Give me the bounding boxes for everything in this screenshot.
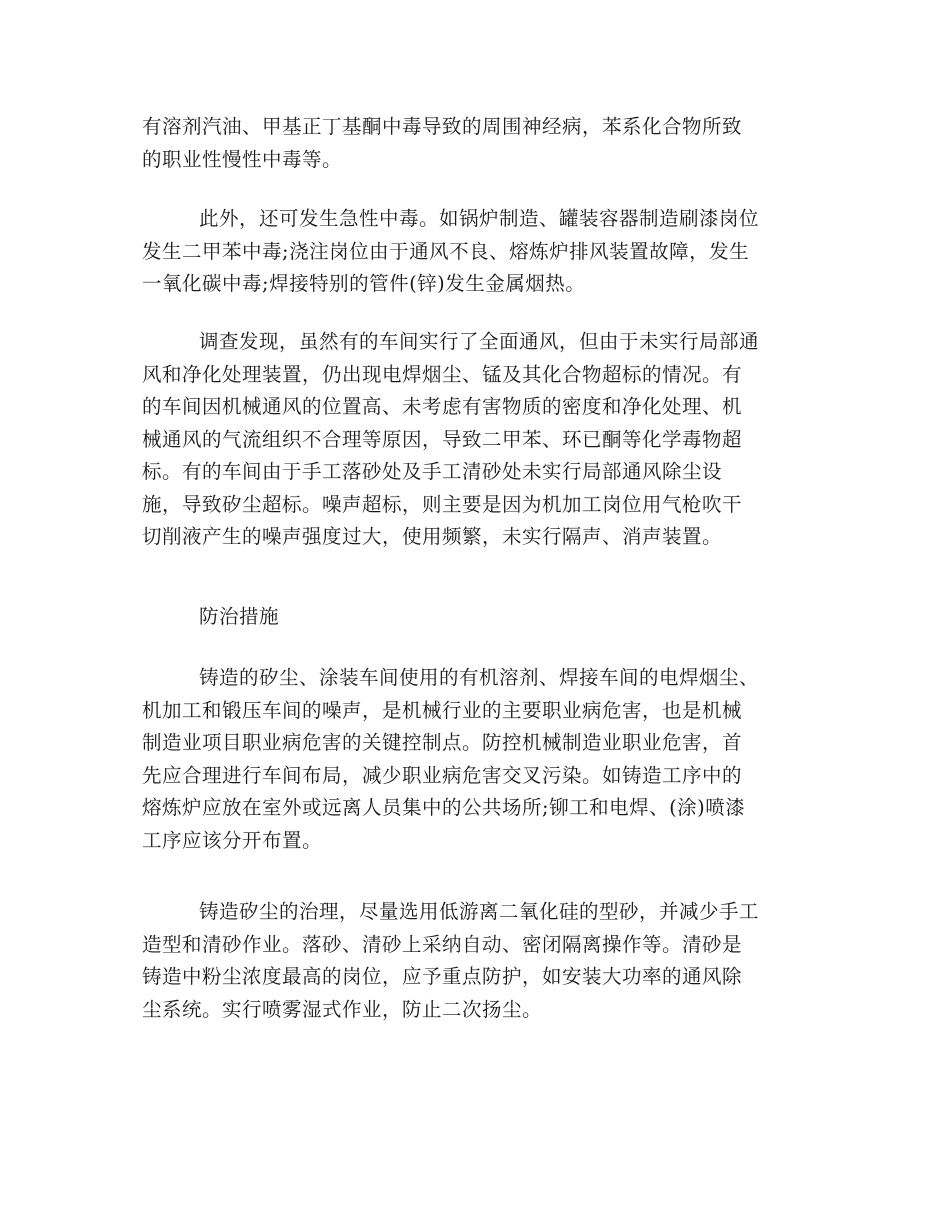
text-line: 先应合理进行车间布局，减少职业病危害交叉污染。如铸造工序中的 — [142, 763, 743, 787]
text-line: 铸造中粉尘浓度最高的岗位，应予重点防护，如安装大功率的通风除 — [142, 965, 743, 988]
text-line: 铸造的矽尘、涂装车间使用的有机溶剂、焊接车间的电焊烟尘、 — [199, 666, 760, 689]
text-line: 制造业项目职业病危害的关键控制点。防控机械制造业职业危害，首 — [142, 731, 743, 754]
text-line: 熔炼炉应放在室外或远离人员集中的公共场所;铆工和电焊、(涂)喷漆 — [142, 796, 746, 819]
paragraph-3 — [142, 326, 822, 554]
text-line: 风和净化处理装置，仍出现电焊烟尘、锰及其化合物超标的情况。有 — [142, 362, 743, 386]
section-heading — [142, 601, 822, 634]
text-line: 机加工和锻压车间的噪声，是机械行业的主要职业病危害，也是机械 — [142, 698, 743, 722]
text-line: 工序应该分开布置。 — [142, 828, 323, 852]
text-line: 标。有的车间由于手工落砂处及手工清砂处未实行局部通风除尘设 — [142, 460, 723, 483]
paragraph-4 — [142, 662, 822, 857]
text-line: 的车间因机械通风的位置高、未考虑有害物质的密度和净化处理、机 — [142, 395, 743, 418]
paragraph-5 — [142, 896, 822, 1026]
text-line: 切削液产生的噪声强度过大，使用频繁，未实行隔声、消声装置。 — [142, 525, 723, 548]
text-line: 尘系统。实行喷雾湿式作业，防止二次扬尘。 — [142, 997, 543, 1021]
heading-text: 防治措施 — [199, 605, 280, 628]
text-line: 施，导致矽尘超标。噪声超标，则主要是因为机加工岗位用气枪吹干 — [142, 492, 743, 516]
text-line: 此外，还可发生急性中毒。如锅炉制造、罐装容器制造刷漆岗位 — [199, 207, 760, 230]
text-line: 造型和清砂作业。落砂、清砂上采纳自动、密闭隔离操作等。清砂是 — [142, 932, 743, 956]
text-line: 的职业性慢性中毒等。 — [142, 147, 343, 171]
paragraph-1 — [142, 111, 822, 176]
text-line: 铸造矽尘的治理，尽量选用低游离二氧化硅的型砂，并减少手工 — [199, 900, 760, 923]
text-line: 械通风的气流组织不合理等原因，导致二甲苯、环已酮等化学毒物超 — [142, 427, 743, 451]
paragraph-2 — [142, 203, 822, 301]
text-line: 发生二甲苯中毒;浇注岗位由于通风不良、熔炼炉排风装置故障，发生 — [142, 239, 750, 263]
text-line: 一氧化碳中毒;焊接特别的管件(锌)发生金属烟热。 — [142, 272, 586, 295]
text-line: 调查发现，虽然有的车间实行了全面通风，但由于未实行局部通 — [199, 330, 760, 353]
text-line: 有溶剂汽油、甲基正丁基酮中毒导致的周围神经病，苯系化合物所致 — [142, 115, 743, 138]
